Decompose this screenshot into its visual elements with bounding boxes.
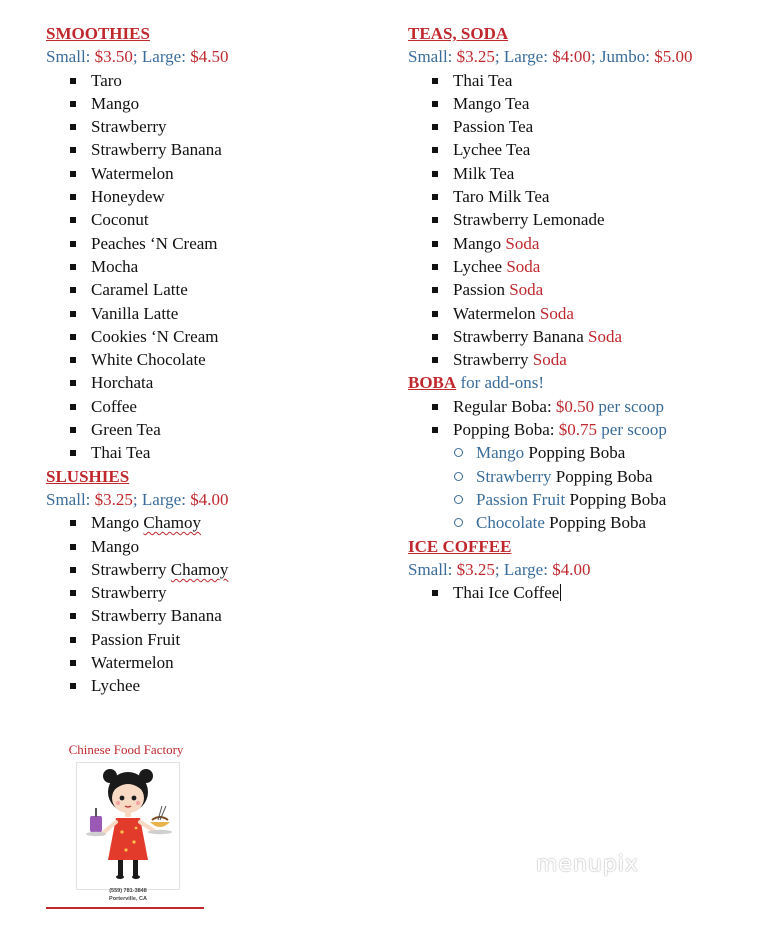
list-item xyxy=(408,208,748,231)
list-item xyxy=(46,604,376,627)
boba-flavor xyxy=(408,511,748,534)
item-flagged-word: Chamoy xyxy=(143,513,202,533)
item-name: Passion Tea xyxy=(453,117,534,137)
boba-options-list xyxy=(408,395,748,442)
list-item xyxy=(408,581,748,604)
price-separator: ; xyxy=(494,559,504,579)
slushies-list xyxy=(46,511,376,697)
teas-small-price: $3.25 xyxy=(456,47,495,67)
item-suffix: Soda xyxy=(506,256,541,276)
slushies-large-price: $4.00 xyxy=(190,489,229,509)
item-suffix: Soda xyxy=(539,303,574,323)
list-item: Coffee xyxy=(46,395,376,418)
price-separator: ; xyxy=(132,489,142,509)
smoothies-heading: SMOOTHIES xyxy=(46,24,150,43)
list-item xyxy=(408,138,748,161)
list-item xyxy=(408,115,748,138)
item-name: Mango xyxy=(453,233,506,253)
teas-small-label: Small: xyxy=(408,47,457,67)
item-name: Strawberry Banana xyxy=(91,606,222,626)
list-item xyxy=(46,651,376,674)
item-name: Watermelon xyxy=(91,653,174,673)
smoothies-small-label: Small: xyxy=(46,47,95,67)
item-name: Strawberry Lemonade xyxy=(453,210,605,230)
smoothies-small-price: $3.50 xyxy=(94,47,133,67)
ice-coffee-large-label: Large: xyxy=(503,559,553,579)
boba-option xyxy=(408,418,748,441)
list-item xyxy=(408,69,748,92)
price-separator: ; xyxy=(132,47,142,67)
list-item xyxy=(408,255,748,278)
flavor-rest: Popping Boba xyxy=(551,466,653,486)
list-item: Vanilla Latte xyxy=(46,302,376,325)
item-name: Mango xyxy=(91,513,144,533)
list-item xyxy=(46,628,376,651)
teas-soda-heading: TEAS, SODA xyxy=(408,24,509,43)
list-item: Coconut xyxy=(46,208,376,231)
list-item: Horchata xyxy=(46,371,376,394)
logo-city: Porterville, CA xyxy=(109,896,147,902)
smoothies-prices xyxy=(46,45,376,68)
item-suffix: Soda xyxy=(532,350,567,370)
logo-title: Chinese Food Factory xyxy=(68,742,184,757)
slushies-small-price: $3.25 xyxy=(94,489,133,509)
ice-coffee-small-label: Small: xyxy=(408,559,457,579)
boba-price: $0.50 xyxy=(555,396,595,416)
item-suffix: Soda xyxy=(588,326,623,346)
list-item xyxy=(46,674,376,697)
item-name: Milk Tea xyxy=(453,163,515,183)
ice-coffee-heading: ICE COFFEE xyxy=(408,536,512,556)
right-column xyxy=(408,22,748,604)
boba-flavor xyxy=(408,441,748,464)
list-item xyxy=(408,92,748,115)
smoothies-large-label: Large: xyxy=(141,47,191,67)
boba-heading: BOBA xyxy=(408,373,457,393)
boba-flavor xyxy=(408,488,748,511)
list-item: Strawberry xyxy=(46,115,376,138)
boba-flavor xyxy=(408,465,748,488)
item-suffix: Soda xyxy=(509,280,544,300)
teas-large-price: $4:00 xyxy=(552,47,591,67)
list-item xyxy=(408,302,748,325)
boba-label: Regular Boba: xyxy=(453,396,556,416)
item-name: Passion Fruit xyxy=(91,629,181,649)
teas-jumbo-price: $5.00 xyxy=(654,47,693,67)
flavor-name: Passion Fruit xyxy=(476,489,566,509)
list-item xyxy=(46,558,376,581)
item-name: Strawberry xyxy=(91,583,167,603)
item-name: Mango xyxy=(91,536,140,556)
watermark: menupix xyxy=(536,852,639,877)
item-name: Passion xyxy=(453,280,510,300)
list-item xyxy=(46,535,376,558)
teas-jumbo-label: Jumbo: xyxy=(599,47,655,67)
flavor-name: Strawberry xyxy=(476,466,552,486)
item-flagged-word: Chamoy xyxy=(170,559,229,579)
teas-large-label: Large: xyxy=(503,47,553,67)
boba-heading-line xyxy=(408,371,748,394)
ice-coffee-list xyxy=(408,581,748,604)
list-item: Strawberry Banana xyxy=(46,138,376,161)
ice-coffee-small-price: $3.25 xyxy=(456,559,495,579)
item-name: Strawberry Banana xyxy=(453,326,589,346)
list-item xyxy=(46,581,376,604)
item-name: Watermelon xyxy=(453,303,540,323)
list-item xyxy=(408,348,748,371)
price-separator: ; xyxy=(590,47,600,67)
item-name: Lychee Tea xyxy=(453,140,531,160)
list-item: Green Tea xyxy=(46,418,376,441)
restaurant-logo xyxy=(46,742,206,912)
item-name: Mango Tea xyxy=(453,93,530,113)
item-name: Strawberry xyxy=(453,350,533,370)
list-item xyxy=(408,162,748,185)
smoothies-large-price: $4.50 xyxy=(190,47,229,67)
list-item: Caramel Latte xyxy=(46,278,376,301)
list-item: Thai Tea xyxy=(46,441,376,464)
slushies-small-label: Small: xyxy=(46,489,95,509)
slushies-heading: SLUSHIES xyxy=(46,466,130,486)
text-cursor xyxy=(560,584,561,601)
item-name: Taro Milk Tea xyxy=(453,187,550,207)
slushies-prices xyxy=(46,488,376,511)
item-suffix: Soda xyxy=(505,233,540,253)
boba-unit: per scoop xyxy=(594,396,665,416)
flavor-rest: Popping Boba xyxy=(565,489,667,509)
boba-unit: per scoop xyxy=(597,420,667,440)
list-item xyxy=(46,511,376,534)
list-item: Watermelon xyxy=(46,162,376,185)
list-item: Cookies ‘N Cream xyxy=(46,325,376,348)
ice-coffee-large-price: $4.00 xyxy=(552,559,591,579)
list-item: Taro xyxy=(46,69,376,92)
item-name: Lychee xyxy=(91,676,141,696)
item-name: Lychee xyxy=(453,256,507,276)
item-name: Strawberry xyxy=(91,559,171,579)
item-name: Thai Tea xyxy=(453,70,513,90)
flavor-rest: Popping Boba xyxy=(544,513,646,533)
list-item: White Chocolate xyxy=(46,348,376,371)
list-item xyxy=(408,232,748,255)
item-name: Thai Ice Coffee xyxy=(453,583,560,603)
list-item xyxy=(408,278,748,301)
smoothies-list xyxy=(46,69,376,465)
teas-soda-prices xyxy=(408,45,748,68)
list-item: Mocha xyxy=(46,255,376,278)
price-separator: ; xyxy=(494,47,504,67)
list-item xyxy=(408,185,748,208)
left-column xyxy=(46,22,376,698)
list-item: Peaches ‘N Cream xyxy=(46,232,376,255)
slushies-large-label: Large: xyxy=(141,489,191,509)
boba-label: Popping Boba: xyxy=(453,420,559,440)
list-item: Honeydew xyxy=(46,185,376,208)
boba-flavors-list xyxy=(408,441,748,534)
mascot-girl-icon xyxy=(76,762,180,888)
flavor-rest: Popping Boba xyxy=(524,443,626,463)
flavor-name: Mango xyxy=(476,443,525,463)
flavor-name: Chocolate xyxy=(476,513,545,533)
logo-phone: (559) 781-3848 xyxy=(109,888,147,894)
boba-option xyxy=(408,395,748,418)
boba-subtitle: for add-ons! xyxy=(456,373,544,393)
teas-soda-list xyxy=(408,69,748,372)
boba-price: $0.75 xyxy=(558,420,598,440)
list-item xyxy=(408,325,748,348)
ice-coffee-prices xyxy=(408,558,748,581)
logo-divider xyxy=(46,907,204,909)
list-item: Mango xyxy=(46,92,376,115)
